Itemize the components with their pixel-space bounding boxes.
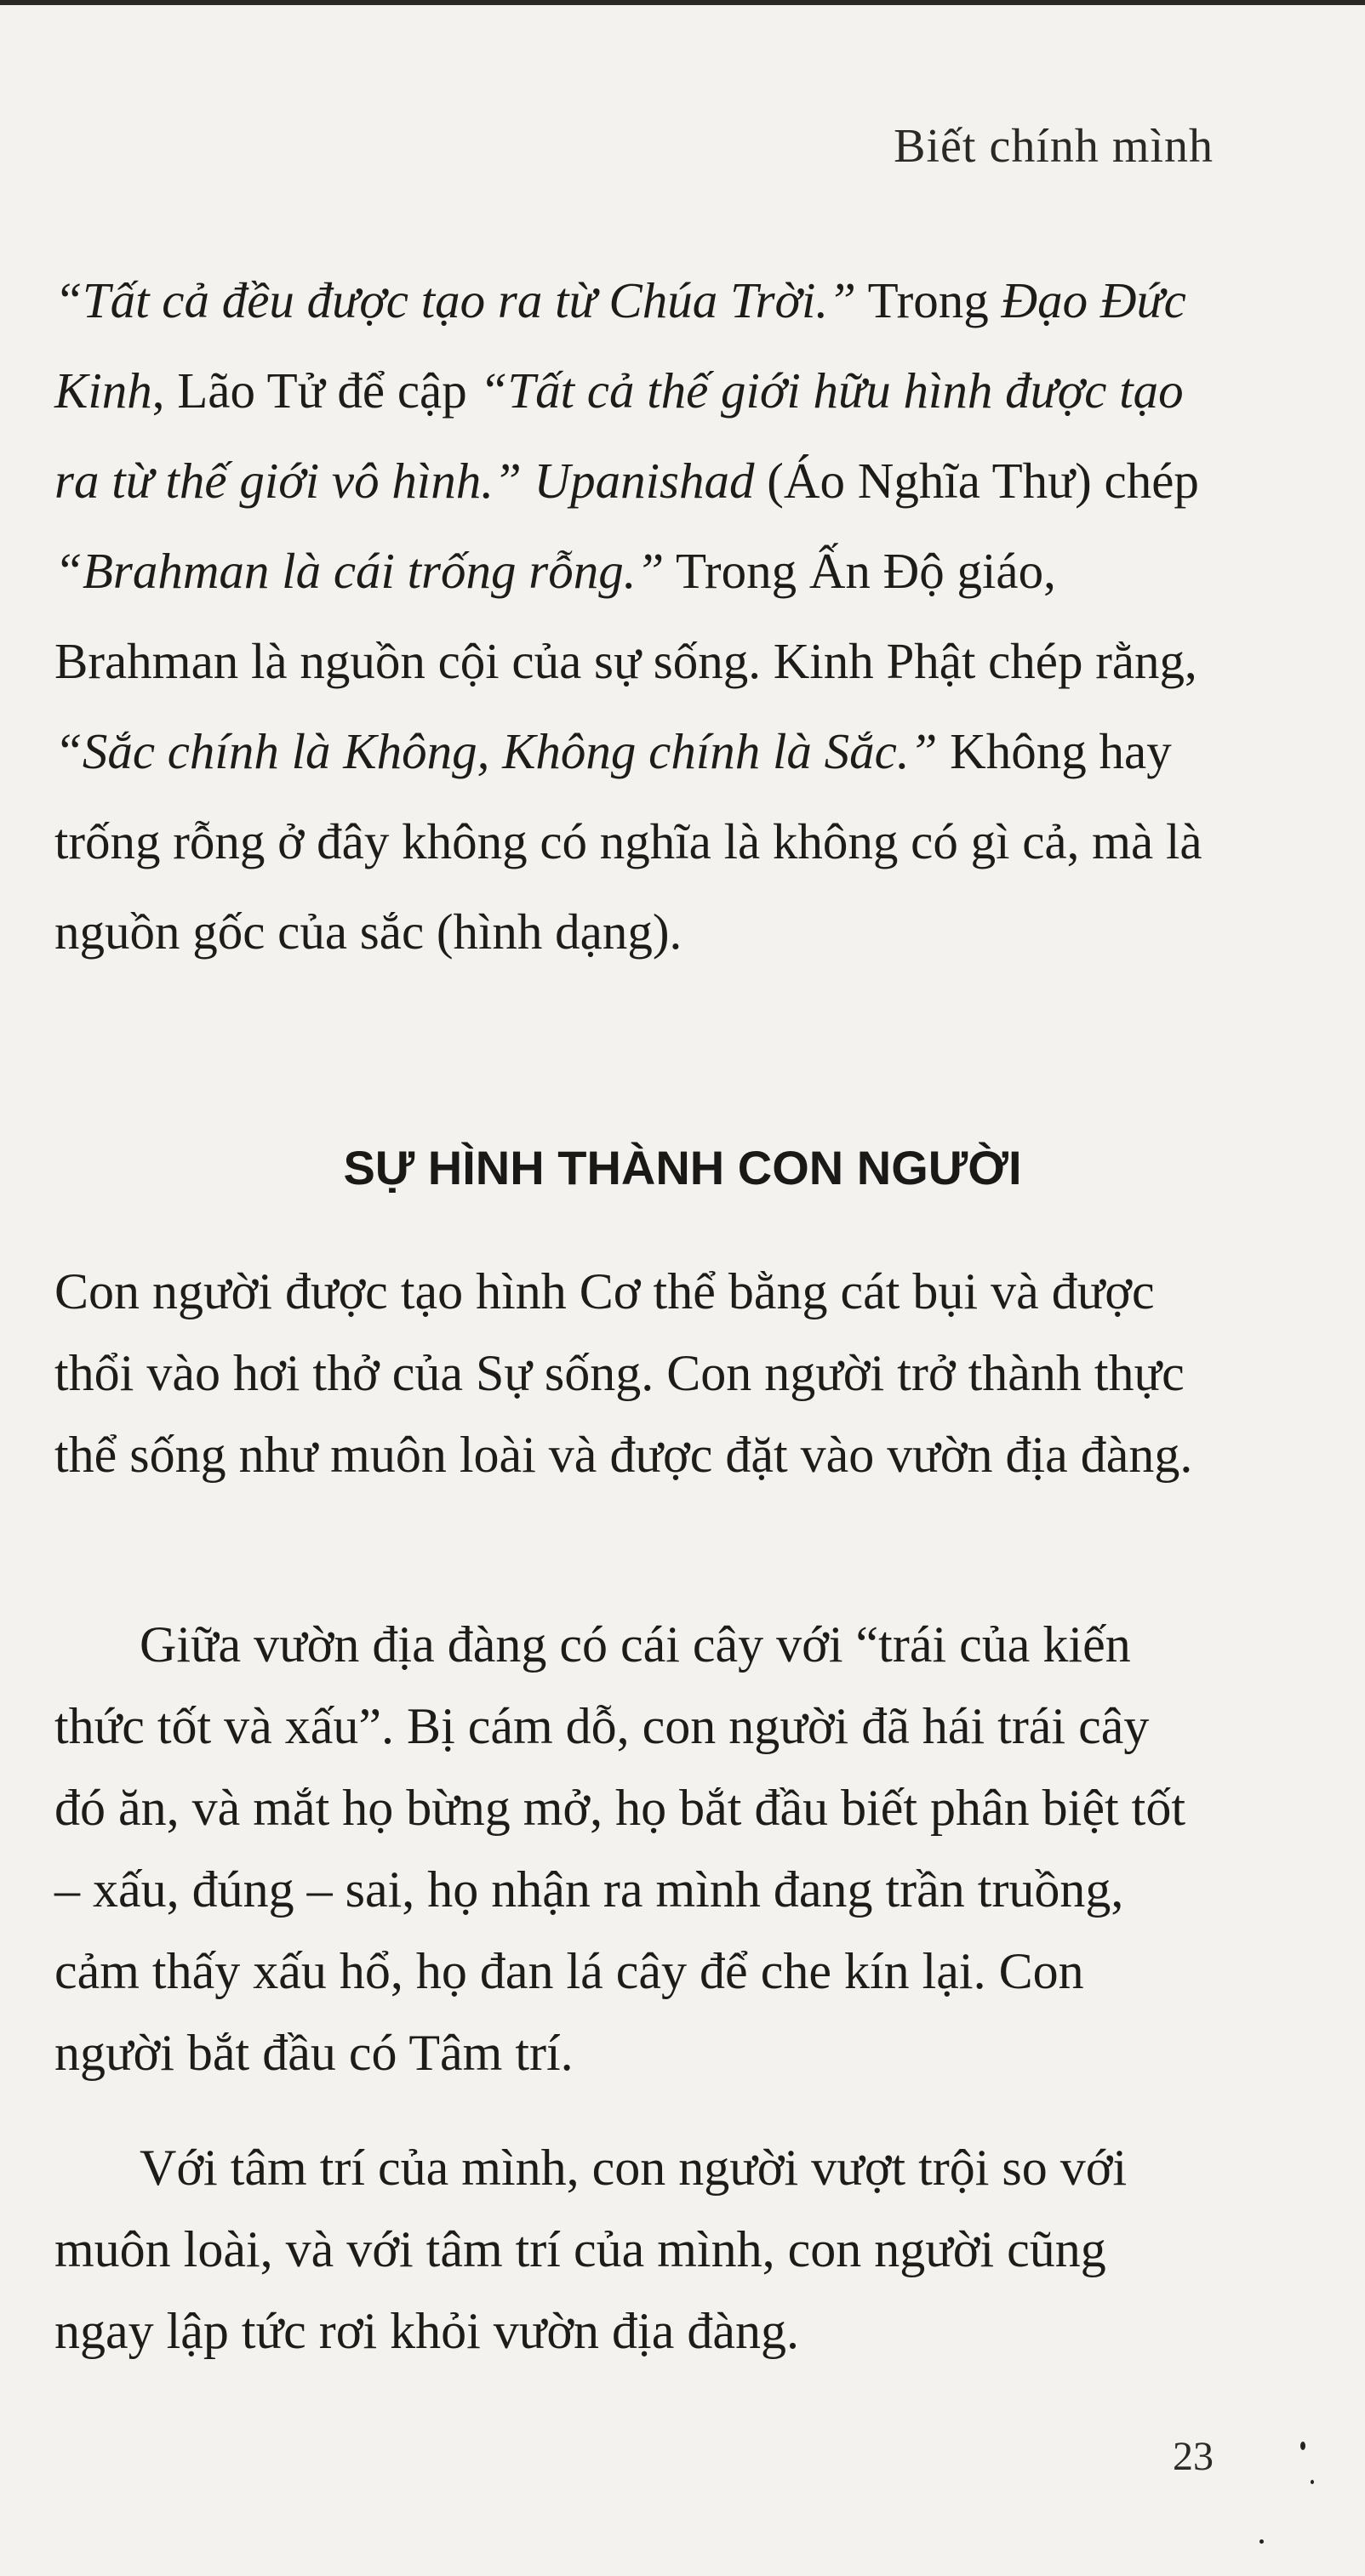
body-paragraph-2: Giữa vườn địa đàng có cái cây với “trái của kiến thức tốt và xấu”. Bị cám dỗ, con người đã hái trái cây đó ăn, và mắt họ bừng mở, họ bắt đầu biết phân biệt tốt – xấu, đúng – sai, họ nhận ra mình đang trần truồng, cảm thấy xấu hổ, họ đan lá cây để che kín lại. Con người bắt đầu có Tâm trí. xyxy=(54,1616,1185,2081)
scan-speck xyxy=(1259,2539,1264,2544)
body-paragraph-1: Con người được tạo hình Cơ thể bằng cát bụi và được thổi vào hơi thở của Sự sống. Con người trở thành thực thể sống như muôn loài và được đặt vào vườn địa đàng. xyxy=(54,1263,1193,1483)
quote-bible: “Tất cả đều được tạo ra từ Chúa Trời.” xyxy=(54,272,856,328)
intro-text: Không hay trống rỗng ở đây không có nghĩa là không có gì cả, mà là nguồn gốc của sắc (hình dạng). xyxy=(54,723,1202,960)
intro-text xyxy=(522,453,534,509)
running-header: Biết chính mình xyxy=(894,120,1214,173)
intro-text: , Lão Tử để cập xyxy=(151,362,480,419)
body-paragraph-3: Với tâm trí của mình, con người vượt trội so với muôn loài, và với tâm trí của mình, con người cũng ngay lập tức rơi khỏi vườn địa đàng. xyxy=(54,2140,1128,2359)
scan-speck xyxy=(1311,2480,1314,2484)
scan-speck xyxy=(1300,2442,1305,2450)
top-border-rule xyxy=(0,0,1365,5)
intro-text: Trong Ấn Độ giáo, Brahman là nguồn cội của sự sống. Kinh Phật chép rằng, xyxy=(54,543,1197,689)
intro-text: Trong xyxy=(855,272,1002,328)
intro-paragraph xyxy=(54,255,1212,977)
book-title-dao-duc-kinh: Đạo Đức Kinh xyxy=(54,272,1186,419)
quote-buddhist-sutra: “Sắc chính là Không, Không chính là Sắc.” xyxy=(54,723,938,779)
intro-text: (Áo Nghĩa Thư) chép xyxy=(754,453,1199,509)
section-heading: SỰ HÌNH THÀNH CON NGƯỜI xyxy=(343,1141,1022,1194)
quote-upanishad: “Brahman là cái trống rỗng.” xyxy=(54,543,665,599)
book-title-upanishad: Upanishad xyxy=(534,453,755,509)
page-number: 23 xyxy=(1173,2434,1214,2479)
quote-lao-tzu: “Tất cả thế giới hữu hình được tạo ra từ thế giới vô hình.” xyxy=(54,362,1184,509)
